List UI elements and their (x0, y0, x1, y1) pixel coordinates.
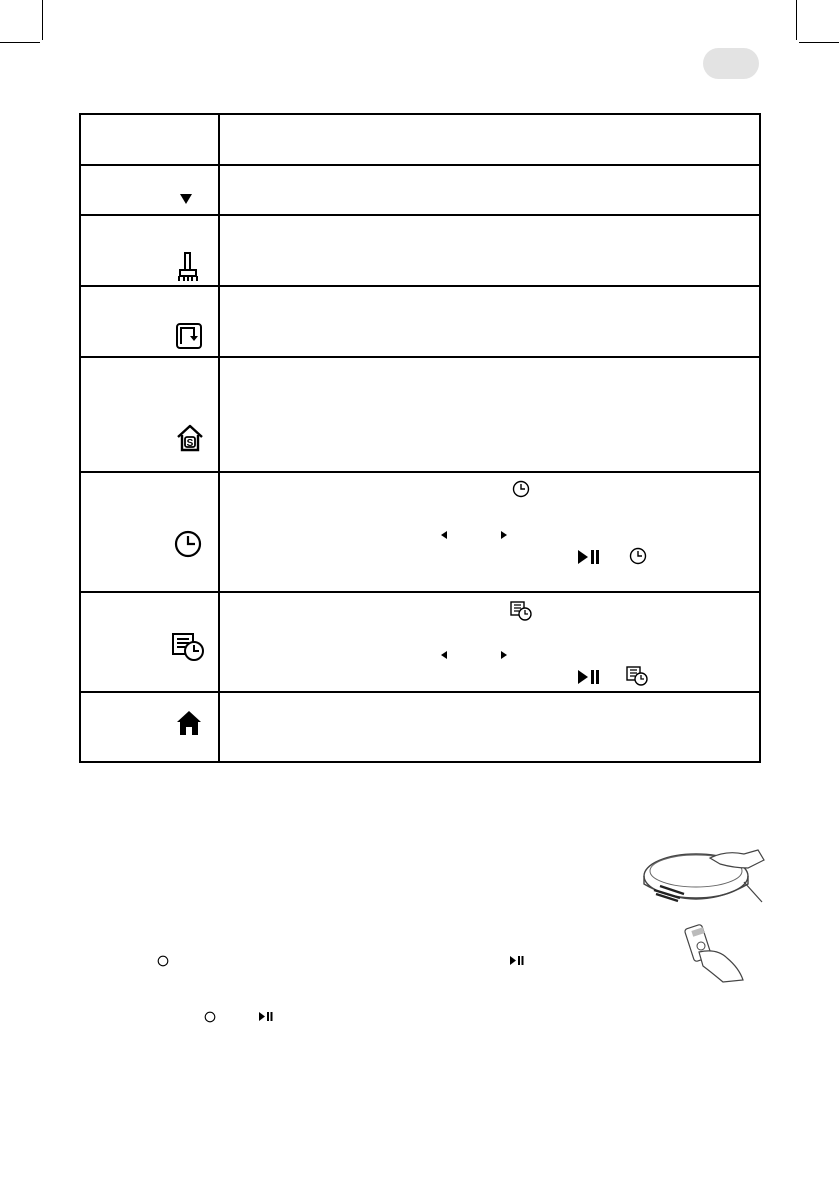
triangle-down-icon (179, 193, 193, 205)
clock-icon (629, 547, 647, 565)
schedule-list-clock-icon (171, 632, 205, 662)
clock-icon (512, 480, 530, 498)
table-row-divider (81, 471, 759, 473)
crop-mark-top-right-vertical (796, 0, 797, 40)
play-pause-icon (509, 955, 525, 966)
play-pause-icon (577, 549, 601, 565)
home-icon (175, 709, 203, 737)
arrow-left-icon (440, 530, 448, 540)
circle-icon (157, 955, 169, 967)
table-row-divider (81, 214, 759, 216)
schedule-list-clock-icon (510, 601, 532, 621)
crop-mark-top-left-horizontal (0, 42, 40, 43)
schedule-list-clock-icon (626, 666, 648, 686)
page-number-badge (703, 48, 759, 79)
play-pause-icon (577, 669, 601, 685)
table-row-divider (81, 356, 759, 358)
table-header-divider (81, 164, 759, 166)
clock-icon (174, 530, 202, 558)
remote-control-hand-illustration (683, 922, 749, 984)
table-row-divider (81, 591, 759, 593)
table-row-divider (81, 691, 759, 693)
robot-vacuum-hand-illustration (640, 838, 770, 918)
arrow-right-icon (500, 530, 508, 540)
play-pause-icon (258, 1011, 274, 1022)
crop-mark-top-right-horizontal (799, 42, 839, 43)
table-column-divider (218, 115, 220, 761)
arrow-right-icon (500, 650, 508, 660)
circle-icon (204, 1011, 216, 1023)
svg-text:S: S (186, 438, 194, 449)
arrow-left-icon (440, 650, 448, 660)
edge-clean-icon (175, 322, 203, 350)
function-table (79, 113, 761, 763)
home-s-icon (175, 423, 205, 453)
table-row-divider (81, 285, 759, 287)
brush-icon (177, 252, 199, 282)
crop-mark-top-left-vertical (42, 0, 43, 40)
